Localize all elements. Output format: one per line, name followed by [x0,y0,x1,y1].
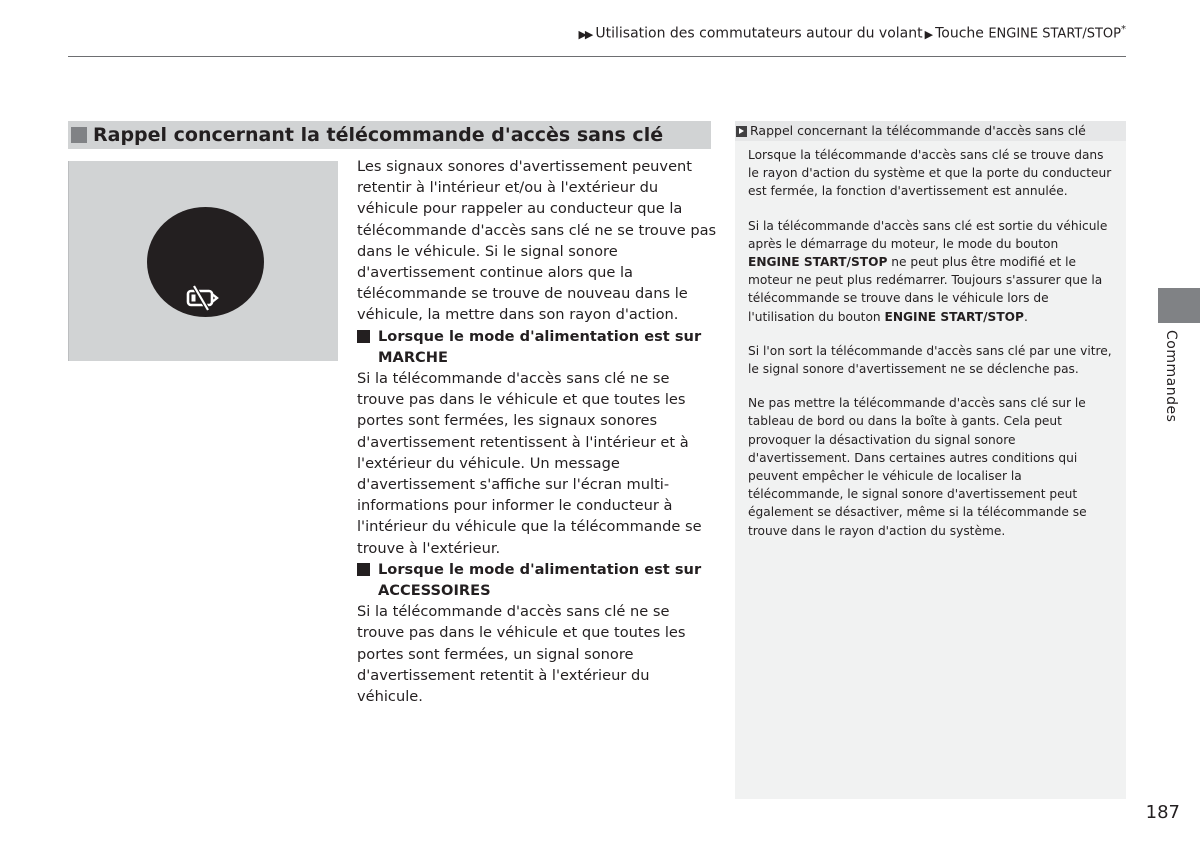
subheading-accessoires-text: Lorsque le mode d'alimentation est sur ACCESSOIRES [378,560,702,600]
sidebar-title[interactable]: Rappel concernant la télécommande d'accès sans clé [750,123,1086,138]
header-divider [68,56,1126,57]
sidebar-notes [735,121,1126,799]
sidebar-paragraph-4: Ne pas mettre la télécommande d'accès sans clé sur le tableau de bord ou dans la boîte à gants. Cela peut provoquer la désactivation du signal sonore d'avertissement. Dans certaines autres conditions qui peuvent empêcher le véhicule de localiser la télécommande, le signal sonore d'avertissement peut également se désactiver, même si la télécommande se trouve dans le rayon d'action du système. [748,396,1087,538]
indicator-figure [68,161,338,361]
breadcrumb-item-2-name[interactable]: ENGINE START/STOP [988,26,1121,42]
breadcrumb-item-2-prefix[interactable]: Touche [935,25,984,42]
sidebar-text: ne peut plus être modifié et le moteur ne peut plus redémarrer. Toujours s'assurer que la télécommande se trouve dans le véhicule lors de l'utilisation du bouton [748,255,1103,324]
sidebar-paragraph-2 [748,217,1112,326]
square-bullet-icon [357,563,370,576]
reference-arrow-icon [736,126,747,137]
sidebar-paragraph-1: Lorsque la télécommande d'accès sans clé se trouve dans le rayon d'action du système et que la porte du conducteur est fermée, la fonction d'avertissement est annulée. [748,148,1112,199]
marche-paragraph: Si la télécommande d'accès sans clé ne se trouve pas dans le véhicule et que toutes les portes sont fermées, les signaux sonores d'avertissement retentissent à l'intérieur et à l'extérieur du véhicule. Un message d'avertissement s'affiche sur l'écran multi-informations pour informer le conducteur à l'intérieur du véhicule que la télécommande se trouve à l'extérieur. [357,370,702,557]
square-bullet-icon [357,330,370,343]
intro-paragraph: Les signaux sonores d'avertissement peuvent retentir à l'intérieur et/ou à l'extérieur du véhicule pour rappeler au conducteur que la télécommande d'accès sans clé ne se trouve pas dans le véhicule. Si le signal sonore d'avertissement continue alors que la télécommande se trouve de nouveau dans le véhicule, la mettre dans son rayon d'action. [357,158,717,324]
section-square-icon [71,127,87,143]
main-text [357,156,717,707]
keyless-remote-warning-icon [185,283,221,311]
sidebar-bold-term: ENGINE START/STOP [748,255,888,270]
subheading-marche-text: Lorsque le mode d'alimentation est sur MARCHE [378,327,702,366]
section-title: Rappel concernant la télécommande d'accès sans clé [93,124,664,146]
display-circle [147,207,264,317]
breadcrumb [578,24,1126,42]
chapter-tab-marker[interactable] [1158,288,1200,323]
sidebar-bold-term: ENGINE START/STOP [884,309,1024,324]
sidebar-body [735,141,1126,540]
sidebar-text: Si la télécommande d'accès sans clé est sortie du véhicule après le démarrage du moteur, le mode du bouton [748,218,1108,251]
footnote-marker: * [1121,24,1126,35]
subheading-marche [357,326,717,368]
chapter-tab-text: Commandes [1163,330,1179,423]
page-number: 187 [1145,802,1180,823]
accessoires-paragraph: Si la télécommande d'accès sans clé ne se trouve pas dans le véhicule et que toutes les portes sont fermées, un signal sonore d'avertissement retentit à l'extérieur du véhicule. [357,603,686,706]
subheading-accessoires [357,559,717,601]
section-title-bar [68,121,711,149]
sidebar-text: . [1023,309,1028,324]
breadcrumb-arrow-icon: ▶ [924,27,934,41]
sidebar-title-bar [735,121,1126,141]
breadcrumb-arrow-icon: ▶▶ [578,27,592,41]
chapter-tab-label[interactable] [1158,330,1200,430]
breadcrumb-item-1[interactable]: Utilisation des commutateurs autour du volant [595,25,923,42]
sidebar-paragraph-3: Si l'on sort la télécommande d'accès sans clé par une vitre, le signal sonore d'avertissement ne se déclenche pas. [748,343,1112,377]
